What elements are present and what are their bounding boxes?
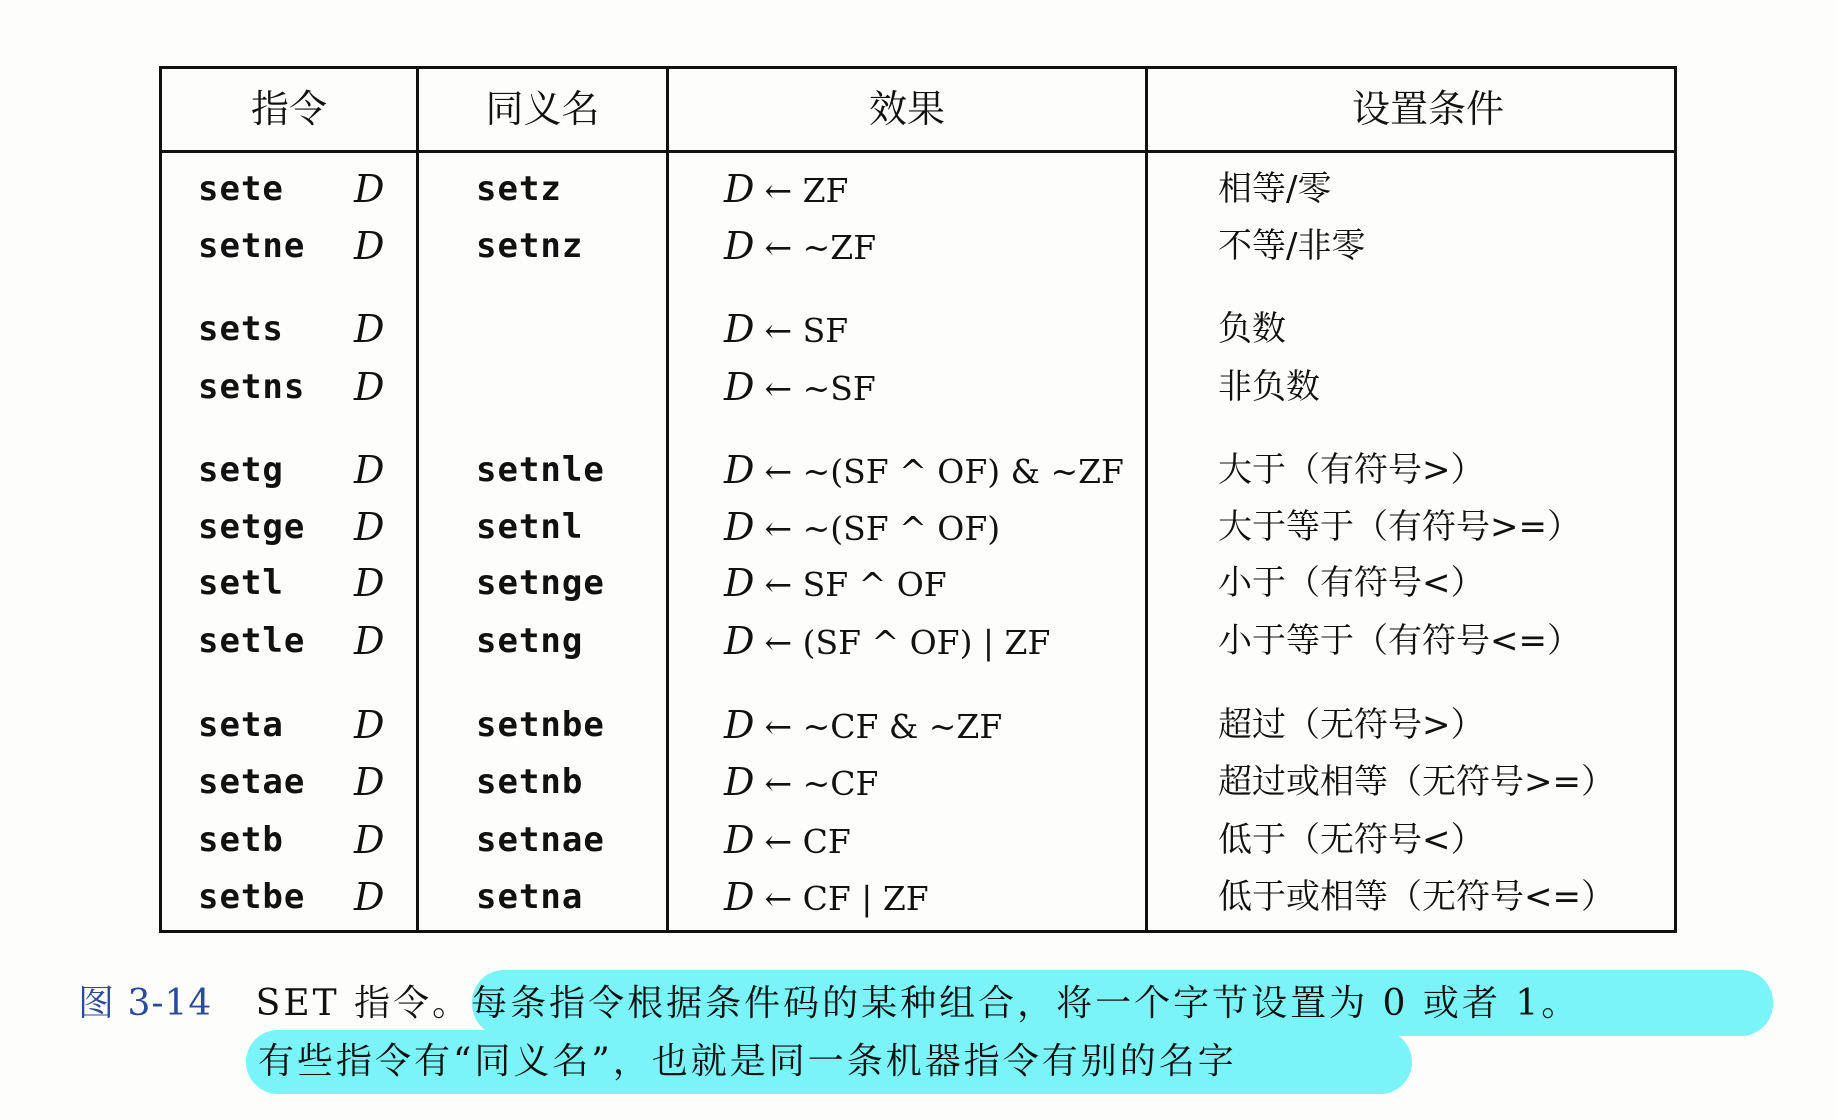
instruction-name: setge (198, 507, 306, 547)
instruction-name: setae (198, 762, 306, 802)
synonym-name: setnae (476, 820, 605, 860)
effect-expression (724, 761, 878, 805)
effect-text: ← ~ZF (764, 228, 877, 267)
set-condition: 超过（无符号>） (1218, 705, 1485, 745)
set-condition: 低于（无符号<） (1218, 820, 1485, 860)
operand-d: D (354, 167, 385, 211)
column-divider-3 (1145, 66, 1148, 933)
effect-text: ← ~CF & ~ZF (764, 707, 1003, 746)
set-condition: 不等/非零 (1218, 226, 1366, 266)
effect-text: ← (SF ^ OF) | ZF (764, 623, 1051, 662)
effect-expression (724, 168, 848, 212)
figure-caption-line2 (258, 1038, 1237, 1086)
effect-text: ← CF (764, 822, 851, 861)
effect-expression (724, 449, 1124, 493)
instruction-name: seta (198, 705, 284, 745)
operand-d: D (724, 760, 755, 804)
synonym-name: setnle (476, 450, 605, 490)
effect-text: ← ~SF (764, 369, 876, 408)
operand-d: D (724, 505, 755, 549)
set-condition: 小于等于（有符号<=） (1218, 621, 1581, 661)
set-condition: 大于（有符号>） (1218, 450, 1485, 490)
operand-d: D (724, 307, 755, 351)
operand-d: D (724, 875, 755, 919)
operand-d: D (724, 561, 755, 605)
effect-text: ← CF | ZF (764, 879, 929, 918)
effect-text: ← ~(SF ^ OF) & ~ZF (764, 452, 1124, 491)
effect-text: ← SF ^ OF (764, 565, 947, 604)
synonym-name: setng (476, 621, 584, 661)
set-condition: 低于或相等（无符号<=） (1218, 877, 1615, 917)
instruction-name: setle (198, 621, 306, 661)
operand-d: D (724, 818, 755, 862)
operand-d: D (724, 365, 755, 409)
column-divider-1 (416, 66, 419, 933)
instruction-name: setne (198, 226, 306, 266)
effect-expression (724, 704, 1002, 748)
effect-expression (724, 225, 876, 269)
effect-expression (724, 366, 876, 410)
instruction-name: setb (198, 820, 284, 860)
effect-expression (724, 876, 929, 920)
effect-text: ← ZF (764, 171, 849, 210)
set-condition: 相等/零 (1218, 169, 1332, 209)
operand-d: D (724, 224, 755, 268)
set-condition: 大于等于（有符号>=） (1218, 507, 1581, 547)
synonym-name: setna (476, 877, 584, 917)
set-condition: 负数 (1218, 309, 1286, 349)
synonym-name: setnge (476, 563, 605, 603)
effect-expression (724, 562, 947, 606)
operand-d: D (354, 224, 385, 268)
caption-text-1: 每条指令根据条件码的某种组合，将一个字节设置为 0 或者 1。 (471, 983, 1581, 1024)
effect-expression (724, 620, 1050, 664)
header-synonym: 同义名 (485, 87, 600, 131)
synonym-name: setnl (476, 507, 584, 547)
operand-d: D (724, 619, 755, 663)
instruction-name: sete (198, 169, 284, 209)
operand-d: D (724, 167, 755, 211)
operand-d: D (354, 760, 385, 804)
synonym-name: setnbe (476, 705, 605, 745)
operand-d: D (354, 365, 385, 409)
header-instruction: 指令 (250, 87, 327, 131)
operand-d: D (354, 307, 385, 351)
instruction-name: setg (198, 450, 284, 490)
column-divider-2 (666, 66, 669, 933)
instruction-name: setns (198, 367, 306, 407)
set-condition: 超过或相等（无符号>=） (1218, 762, 1615, 802)
operand-d: D (354, 619, 385, 663)
operand-d: D (354, 505, 385, 549)
effect-text: ← ~CF (764, 764, 879, 803)
caption-text-2: 有些指令有“同义名”，也就是同一条机器指令有别的名字 (258, 1041, 1237, 1082)
operand-d: D (354, 818, 385, 862)
effect-expression (724, 506, 1000, 550)
header-effect: 效果 (868, 87, 945, 131)
effect-text: ← ~(SF ^ OF) (764, 509, 1001, 548)
instruction-name: sets (198, 309, 284, 349)
operand-d: D (724, 703, 755, 747)
header-divider (159, 150, 1677, 153)
operand-d: D (354, 875, 385, 919)
operand-d: D (354, 448, 385, 492)
operand-d: D (724, 448, 755, 492)
synonym-name: setz (476, 169, 562, 209)
synonym-name: setnz (476, 226, 584, 266)
synonym-name: setnb (476, 762, 584, 802)
instruction-name: setbe (198, 877, 306, 917)
set-condition: 小于（有符号<） (1218, 563, 1485, 603)
figure-caption-line1 (78, 980, 1580, 1028)
set-condition: 非负数 (1218, 367, 1320, 407)
figure-label: 图 3-14 (78, 983, 213, 1024)
effect-text: ← SF (764, 311, 849, 350)
operand-d: D (354, 561, 385, 605)
header-condition: 设置条件 (1351, 87, 1504, 131)
instruction-name: setl (198, 563, 284, 603)
effect-expression (724, 819, 851, 863)
effect-expression (724, 308, 848, 352)
operand-d: D (354, 703, 385, 747)
figure-title: SET 指令。 (255, 983, 472, 1024)
